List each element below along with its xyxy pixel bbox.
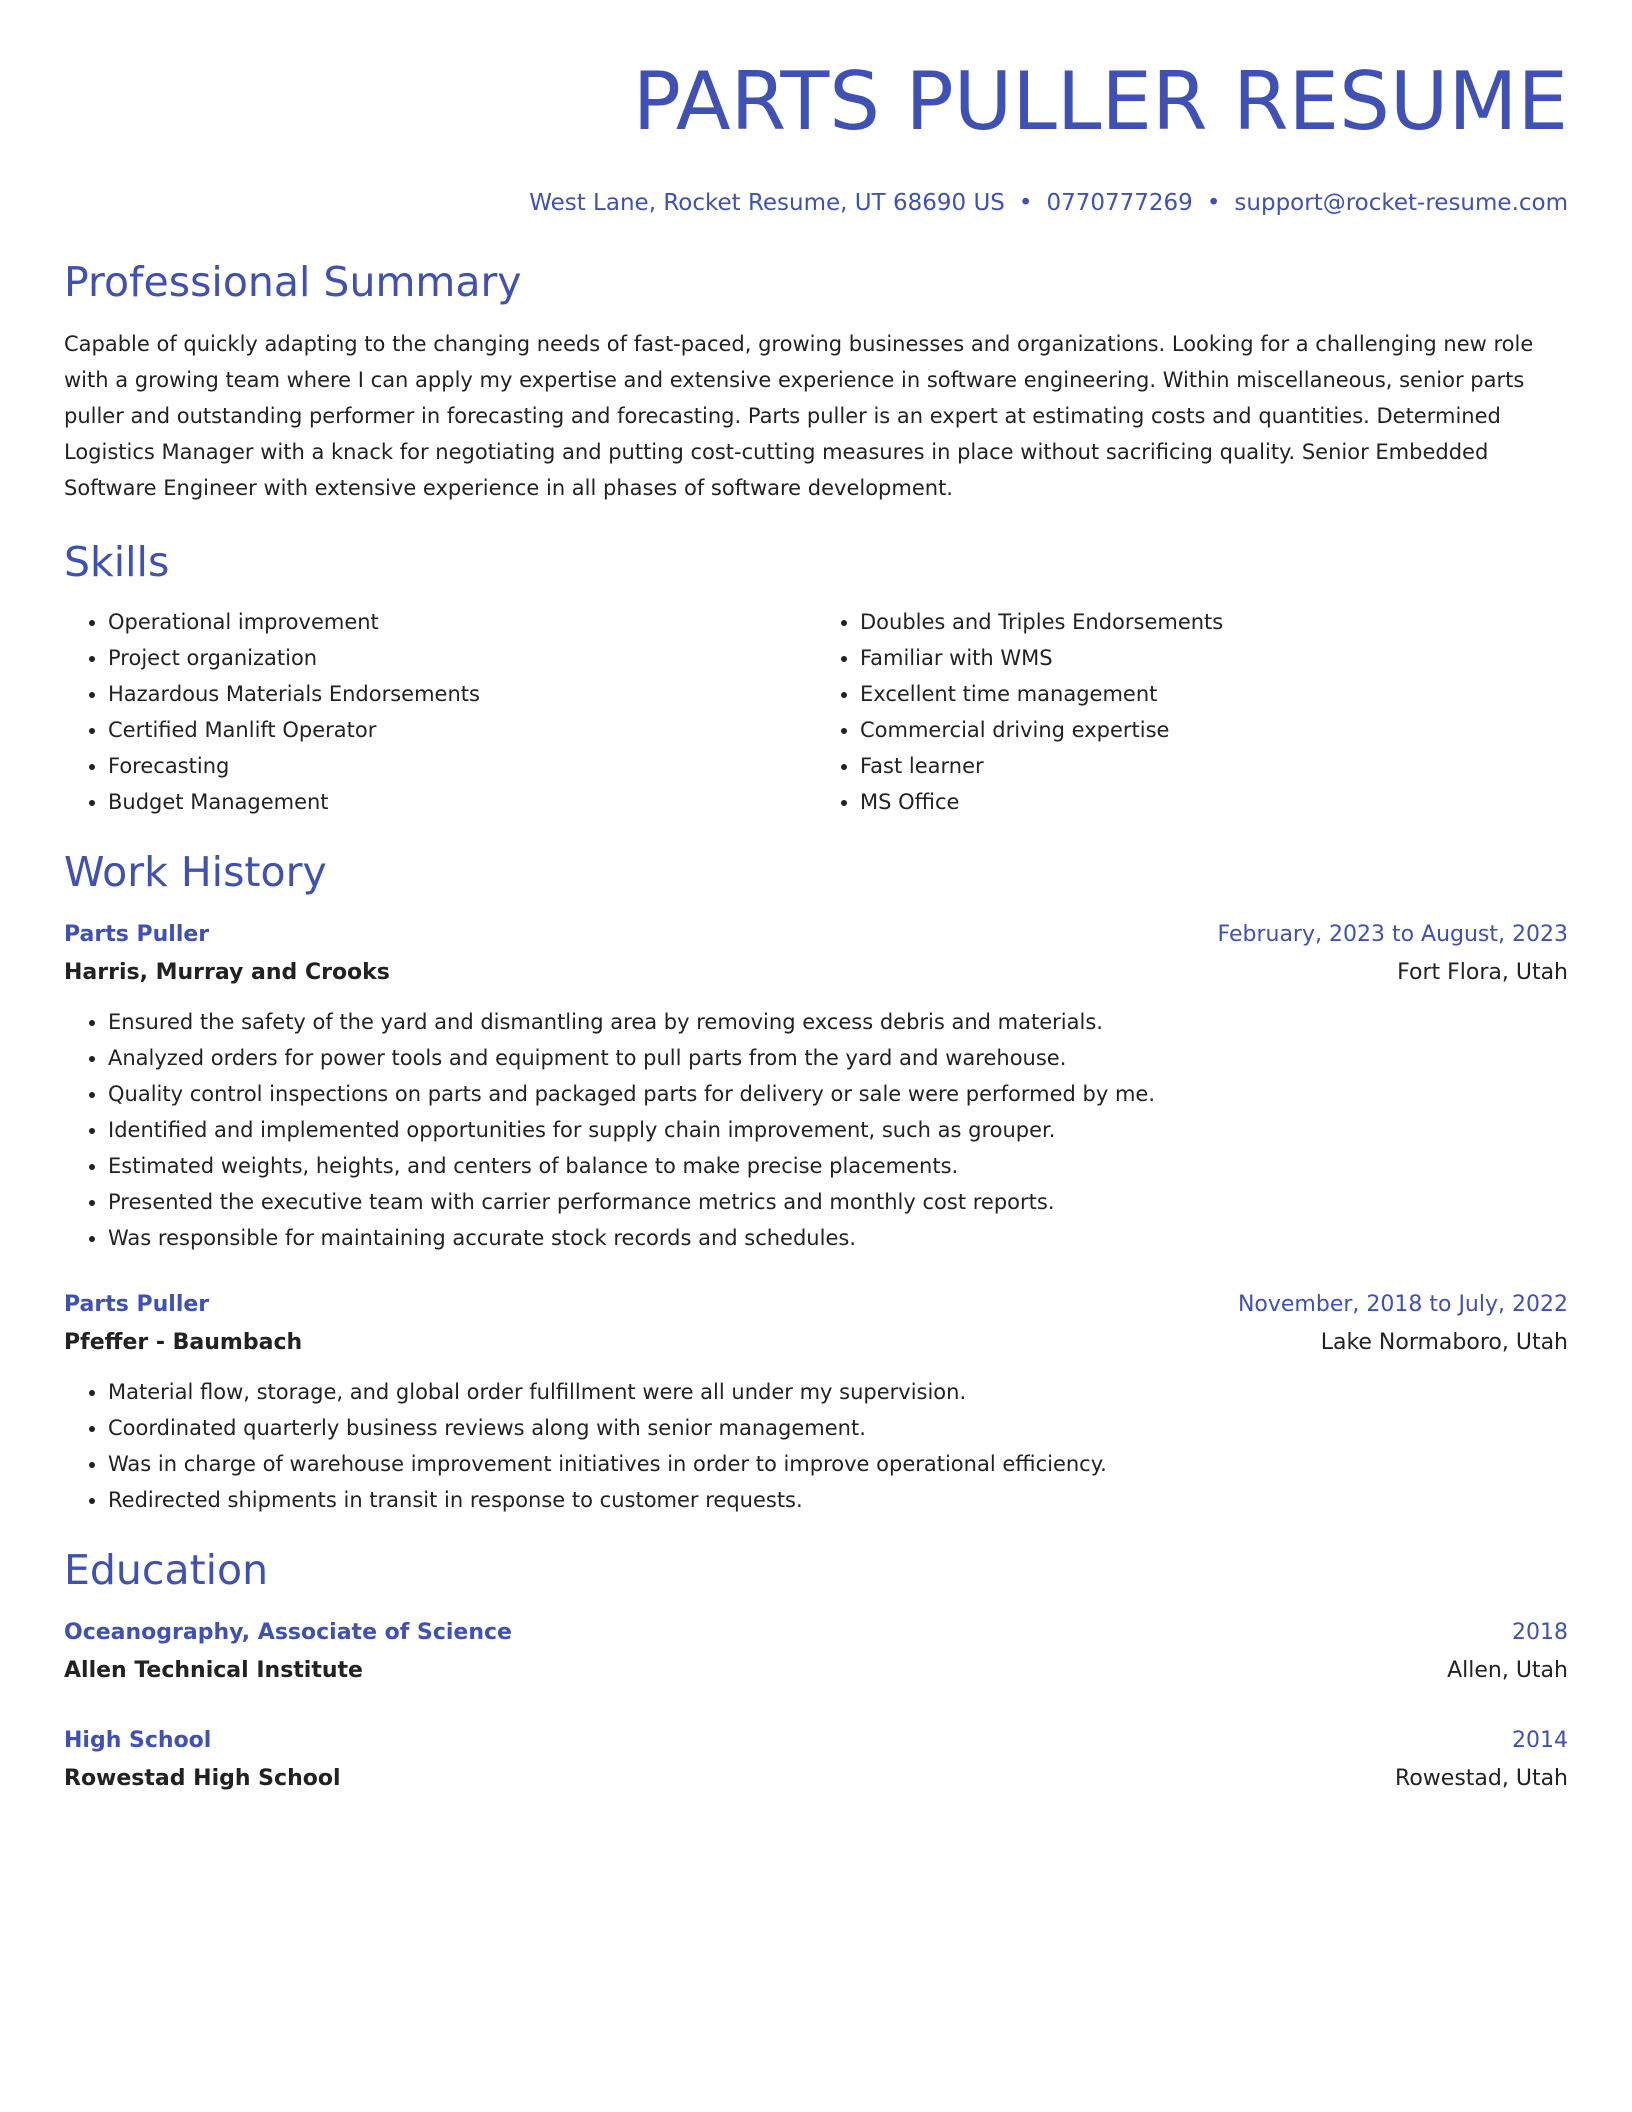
job-entry: [64, 916, 1568, 1256]
education-degree: Oceanography, Associate of Science: [64, 1620, 512, 1645]
job-subheader: [64, 954, 1568, 992]
skill-item: • Project organization: [108, 640, 816, 676]
job-location: Fort Flora, Utah: [1397, 960, 1568, 985]
job-title: Parts Puller: [64, 1292, 210, 1317]
contact-line: [64, 188, 1568, 218]
job-bullets: [64, 1004, 1568, 1256]
work-history-heading: Work History: [64, 848, 327, 896]
job-bullet: • Redirected shipments in transit in response to customer requests.: [108, 1482, 1568, 1518]
skill-item: • Fast learner: [860, 748, 1568, 784]
education-entry: [64, 1722, 1568, 1798]
skill-item: • Familiar with WMS: [860, 640, 1568, 676]
education-header: [64, 1722, 1568, 1760]
skill-item: • MS Office: [860, 784, 1568, 820]
address-text: West Lane, Rocket Resume, UT 68690 US: [529, 190, 1005, 216]
education-school: Allen Technical Institute: [64, 1658, 363, 1683]
resume-title: PARTS PULLER RESUME: [632, 55, 1568, 148]
bullet-separator: •: [1206, 190, 1221, 216]
job-subheader: [64, 1324, 1568, 1362]
job-bullet: • Material flow, storage, and global order fulfillment were all under my supervision.: [108, 1374, 1568, 1410]
job-bullet: • Was responsible for maintaining accurate stock records and schedules.: [108, 1220, 1568, 1256]
skills-right-column: [816, 604, 1568, 820]
education-year: 2014: [1512, 1728, 1568, 1753]
job-dates: February, 2023 to August, 2023: [1217, 922, 1568, 947]
job-title: Parts Puller: [64, 922, 210, 947]
job-entry: [64, 1286, 1568, 1518]
email-link[interactable]: support@rocket-resume.com: [1234, 190, 1568, 216]
skill-item: • Budget Management: [108, 784, 816, 820]
job-bullet: • Quality control inspections on parts and packaged parts for delivery or sale were performed by me.: [108, 1076, 1568, 1112]
skills-heading: Skills: [64, 538, 170, 586]
skill-item: • Commercial driving expertise: [860, 712, 1568, 748]
education-heading: Education: [64, 1546, 269, 1594]
summary-text: Capable of quickly adapting to the changing needs of fast-paced, growing businesses and organizations. Looking for a challenging new role with a growing team where I can apply my expertise and extensive experience in software engineering. Within miscellaneous, senior parts puller and outstanding performer in forecasting and forecasting. Parts puller is an expert at estimating costs and quantities. Determined Logistics Manager with a knack for negotiating and putting cost-cutting measures in place without sacrificing quality. Senior Embedded Software Engineer with extensive experience in all phases of software development.: [64, 332, 1534, 500]
job-bullet: • Coordinated quarterly business reviews along with senior management.: [108, 1410, 1568, 1446]
job-bullet: • Estimated weights, heights, and centers of balance to make precise placements.: [108, 1148, 1568, 1184]
skill-item: • Hazardous Materials Endorsements: [108, 676, 816, 712]
skills-left-column: [64, 604, 816, 820]
education-header: [64, 1614, 1568, 1652]
job-bullet: • Was in charge of warehouse improvement initiatives in order to improve operational efficiency.: [108, 1446, 1568, 1482]
job-dates: November, 2018 to July, 2022: [1237, 1292, 1568, 1317]
education-location: Allen, Utah: [1447, 1658, 1568, 1683]
phone-text: 0770777269: [1046, 190, 1193, 216]
education-subheader: [64, 1760, 1568, 1798]
skill-item: • Operational improvement: [108, 604, 816, 640]
job-location: Lake Normaboro, Utah: [1320, 1330, 1568, 1355]
job-bullet: • Ensured the safety of the yard and dismantling area by removing excess debris and materials.: [108, 1004, 1568, 1040]
education-entry: [64, 1614, 1568, 1690]
education-subheader: [64, 1652, 1568, 1690]
summary-heading: Professional Summary: [64, 258, 522, 306]
job-company: Pfeffer - Baumbach: [64, 1330, 303, 1355]
job-bullet: • Presented the executive team with carrier performance metrics and monthly cost reports.: [108, 1184, 1568, 1220]
skill-item: • Doubles and Triples Endorsements: [860, 604, 1568, 640]
skill-item: • Forecasting: [108, 748, 816, 784]
job-header: [64, 1286, 1568, 1324]
job-header: [64, 916, 1568, 954]
education-location: Rowestad, Utah: [1395, 1766, 1568, 1791]
skills-grid: [64, 604, 1568, 820]
skill-item: • Certified Manlift Operator: [108, 712, 816, 748]
job-bullet: • Analyzed orders for power tools and equipment to pull parts from the yard and warehouse.: [108, 1040, 1568, 1076]
education-school: Rowestad High School: [64, 1766, 341, 1791]
job-bullet: • Identified and implemented opportunities for supply chain improvement, such as grouper.: [108, 1112, 1568, 1148]
skill-item: • Excellent time management: [860, 676, 1568, 712]
education-degree: High School: [64, 1728, 212, 1753]
education-year: 2018: [1512, 1620, 1568, 1645]
bullet-separator: •: [1018, 190, 1033, 216]
job-company: Harris, Murray and Crooks: [64, 960, 390, 985]
job-bullets: [64, 1374, 1568, 1518]
